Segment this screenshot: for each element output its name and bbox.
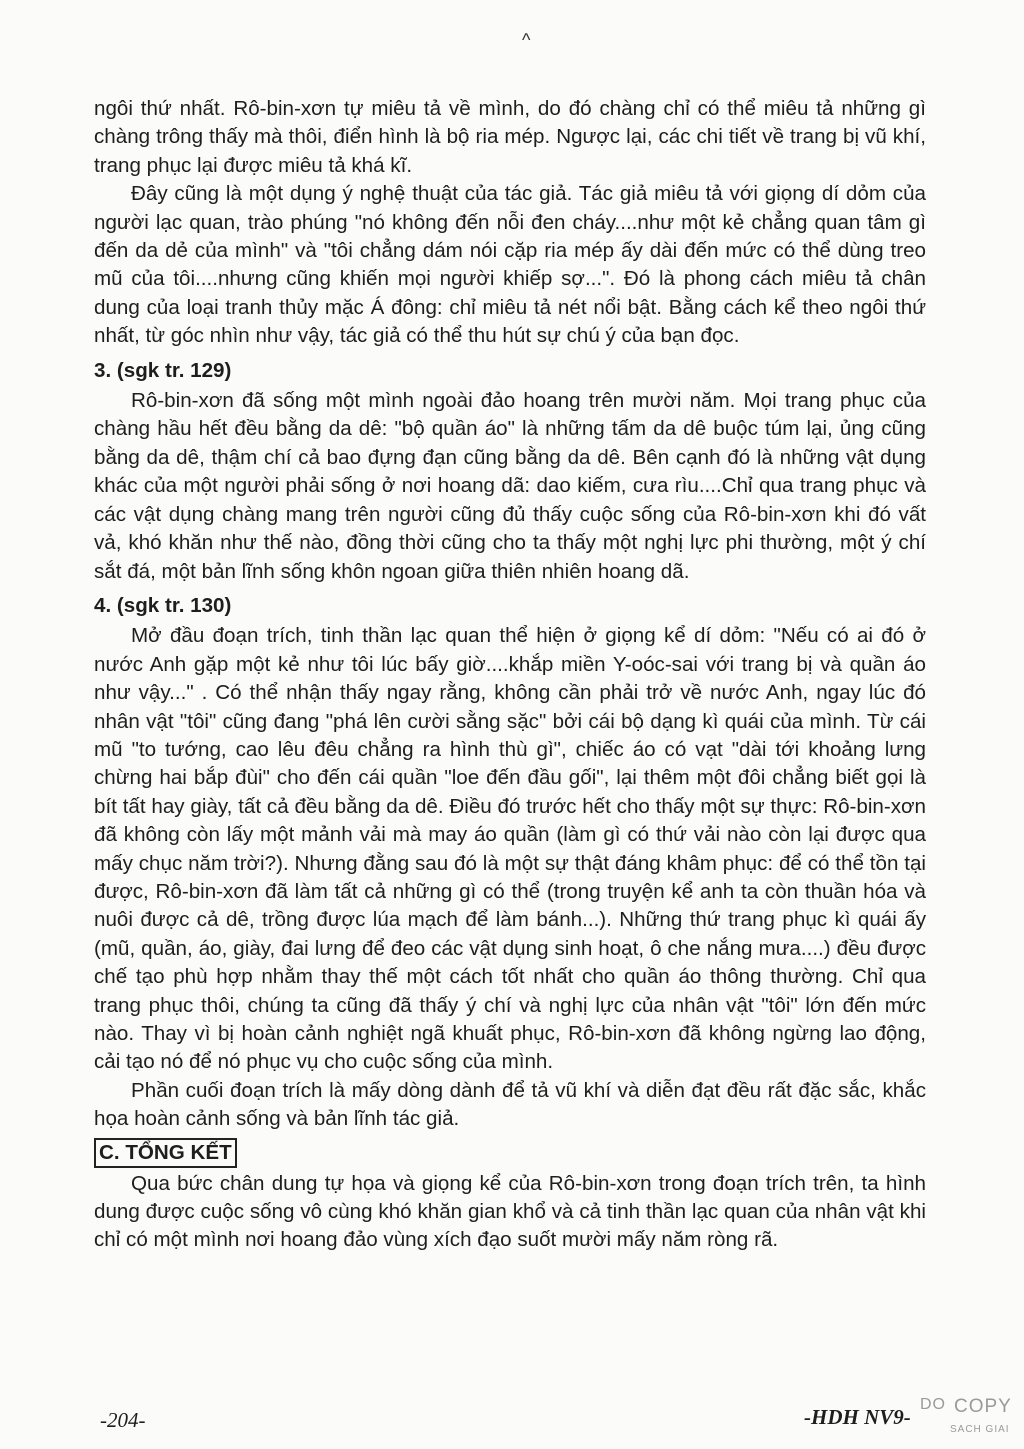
paragraph-intro-2: Đây cũng là một dụng ý nghệ thuật của tác giả. Tác giả miêu tả với giọng dí dỏm của người lạc quan, trào phúng "nó không đến nỗi đen cháy....như một kẻ chẳng quan tâm gì đến da dẻ của mình" và "tôi chẳng dám nói cặp ria mép ấy dài đến mức có thể dùng treo mũ của tôi....nhưng cũng khiến mọi người khiếp sợ...". Đó là phong cách miêu tả chân dung của loại tranh thủy mặc Á đông: chỉ miêu tả nét nổi bật. Bằng cách kể theo ngôi thứ nhất, từ góc nhìn như vậy, tác giả có thể thu hút sự chú ý của bạn đọc. xyxy=(94,182,926,348)
watermark-line-3: SACH GIAI xyxy=(950,1424,1010,1435)
section-3-heading: 3. (sgk tr. 129) xyxy=(94,358,232,382)
section-c-heading: C. TỔNG KẾT xyxy=(94,1138,237,1168)
paragraph-intro-1: ngôi thứ nhất. Rô-bin-xơn tự miêu tả về mình, do đó chàng chỉ có thể miêu tả những gì chàng trông thấy mà thôi, điển hình là bộ ria mép. Ngược lại, các chi tiết về trang bị vũ khí, trang phục lại được miêu tả khá kĩ. xyxy=(94,97,926,177)
watermark-line-2: COPY xyxy=(954,1396,1012,1417)
watermark-line-1: DO xyxy=(920,1396,946,1413)
section-c-heading-wrap xyxy=(94,1134,926,1170)
section-4-text-1: Mở đầu đoạn trích, tinh thần lạc quan thể hiện ở giọng kể dí dỏm: "Nếu có ai đó ở nước Anh gặp một kẻ như tôi lúc bấy giờ....khắp miền Y-oóc-sai với trang bị và quần áo như vậy..." . Có thể nhận thấy ngay rằng, không cần phải trở về nước Anh, ngay lúc đó nhân vật "tôi" cũng đang "phá lên cười sằng sặc" bởi cái bộ dạng kì quái của mình. Từ cái mũ "to tướng, cao lêu đêu chẳng ra hình thù gì", chiếc áo có vạt "dài tới khoảng lưng chừng hai bắp đùi" cho đến cái quần "loe đến đầu gối", lại thêm một đôi chẳng biết gọi là bít tất hay giày, tất cả đều bằng da dê. Điều đó trước hết cho thấy một sự thực: Rô-bin-xơn đã không còn lấy một mảnh vải mà may áo quần (làm gì có thứ vải nào còn lại được qua mấy chục năm trời?). Nhưng đằng sau đó là một sự thật đáng khâm phục: để có thể tồn tại được, Rô-bin-xơn đã làm tất cả những gì có thể (trong truyện kể anh ta còn thuần hóa và nuôi được cả dê, trồng được lúa mạch để làm bánh...). Những thứ trang phục kì quái ấy (mũ, quần, áo, giày, đai lưng để đeo các vật dụng sinh hoạt, ô che nắng mưa....) đều được chế tạo phù hợp nhằm thay thế một cách tốt nhất cho quần áo thông thường. Chỉ qua trang phục thôi, chúng ta cũng đã thấy ý chí và nghị lực của nhân vật "tôi" lớn đến mức nào. Thay vì bị hoàn cảnh nghiệt ngã khuất phục, Rô-bin-xơn đã không ngừng lao động, cải tạo nó để nó phục vụ cho cuộc sống của mình. xyxy=(94,624,926,1074)
page-number: -204- xyxy=(100,1408,146,1432)
section-3-text: Rô-bin-xơn đã sống một mình ngoài đảo hoang trên mười năm. Mọi trang phục của chàng hầu hết đều bằng da dê: "bộ quần áo" là những tấm da dê buộc túm lại, ủng cũng bằng da dê, thậm chí cả bao đựng đạn cũng bằng da dê. Bên cạnh đó là những vật dụng khác của một người phải sống ở nơi hoang dã: dao kiếm, cưa rìu....Chỉ qua trang phục và các vật dụng chàng mang trên người cũng đủ thấy cuộc sống của Rô-bin-xơn khi đó vất vả, khó khăn như thế nào, đồng thời cũng cho ta thấy một nghị lực phi thường, một ý chí sắt đá, một bản lĩnh sống khôn ngoan giữa thiên nhiên hoang dã. xyxy=(94,389,926,583)
section-c-text: Qua bức chân dung tự họa và giọng kể của Rô-bin-xơn trong đoạn trích trên, ta hình dung được cuộc sống vô cùng khó khăn gian khổ và cả tinh thần lạc quan của nhân vật khi chỉ có một mình nơi hoang đảo vùng xích đạo suốt mười mấy năm ròng rã. xyxy=(94,1171,926,1252)
section-4-text-2: Phần cuối đoạn trích là mấy dòng dành để tả vũ khí và diễn đạt đều rất đặc sắc, khắc họa hoàn cảnh sống và bản lĩnh tác giả. xyxy=(94,1078,926,1131)
book-code: -HDH NV9- xyxy=(804,1405,911,1429)
section-4-heading: 4. (sgk tr. 130) xyxy=(94,593,232,617)
watermark-logo xyxy=(920,1396,1020,1444)
page-content xyxy=(94,95,926,1255)
top-mark: ^ xyxy=(522,30,531,50)
